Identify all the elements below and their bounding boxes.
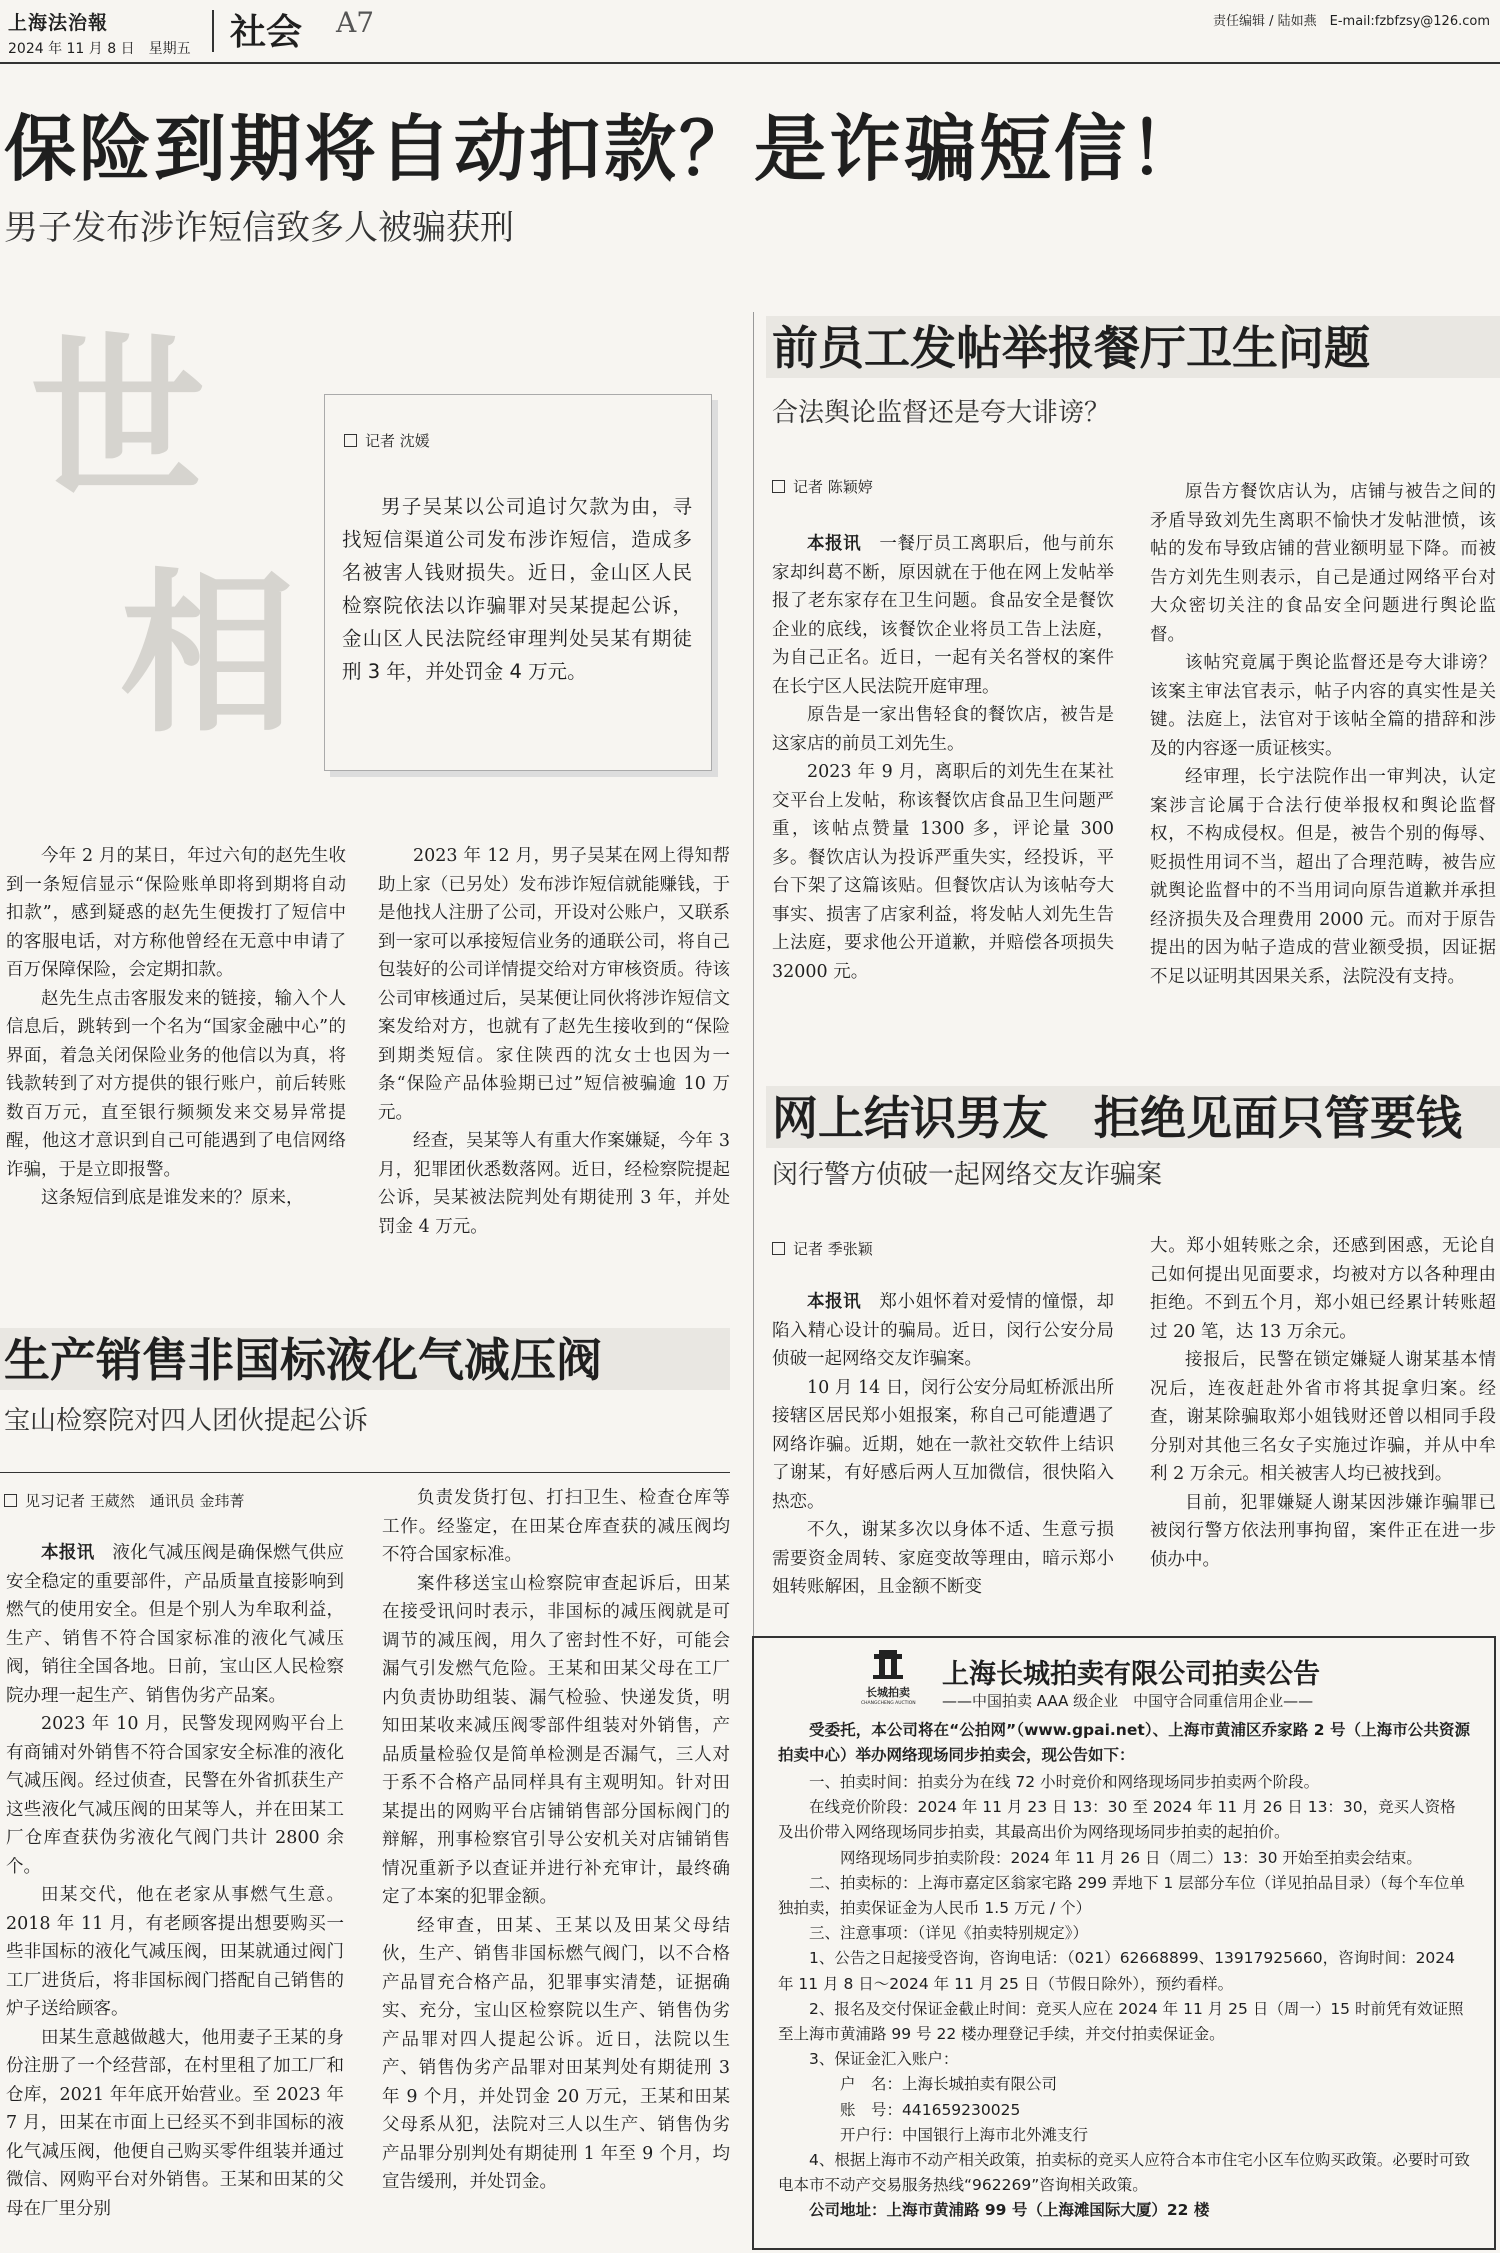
gas-col-1: 本报讯 液化气减压阀是确保燃气供应安全稳定的重要部件，产品质量直接影响到燃气的使用安全。但是个别人为牟取利益，生产、销售不符合国家标准的液化气减压阀，销往全国各地。日前，宝山区人民检察院办理一起生产、销售伪劣产品案。 2023 年 10 月，民警发现网购平台上有商铺对外销售不符合国家安全标准的液化气减压阀。经过侦查，民警在外省抓获生产这些液化气减压阀的田某等人，并在田某工厂仓库查获伪劣液化气阀门共计 2800 余个。 田某交代，他在老家从事燃气生意。2018 年 11 月，有老顾客提出想要购买一些非国标的液化气减压阀，田某就通过阀门工厂进货后，将非国标阀门搭配自己销售的炉子送给顾客。 田某生意越做越大，他用妻子王某的身份注册了一个经营部，在村里租了加工厂和仓库，2021 年年底开始营业。至 2023 年 7 月，田某在市面上已经买不到非国标的液化气减压阀，他便自己购买零件组装并通过微信、网购平台对外销售。王某和田某的父母在厂里分别 (6, 1543, 344, 2219)
gas-col-2: 负责发货打包、打扫卫生、检查仓库等工作。经鉴定，在田某仓库查获的减压阀均不符合国家标准。 案件移送宝山检察院审查起诉后，田某在接受讯问时表示，非国标的减压阀就是可调节的减压阀，用久了密封性不好，可能会漏气引发燃气危险。王某和田某父母在工厂内负责协助组装、漏气检验、快递发货，明知田某收来减压阀零部件组装对外销售，产品质量检验仅是简单检测是否漏气，三人对于系不合格产品同样具有主观明知。针对田某提出的网购平台店铺销售部分国标阀门的辩解，刑事检察官引导公安机关对店铺销售情况重新予以查证并进行补充审计，最终确定了本案的犯罪金额。 经审查，田某、王某以及田某父母结伙，生产、销售非国标燃气阀门，以不合格产品冒充合格产品，犯罪事实清楚，证据确实、充分，宝山区检察院以生产、销售伪劣产品罪对四人提起公诉。近日，法院以生产、销售伪劣产品罪对田某判处有期徒刑 3 年 9 个月，并处罚金 20 万元，王某和田某父母系从犯，法院对三人以生产、销售伪劣产品罪分别判处有期徒刑 1 年至 9 个月，均宣告缓刑，并处罚金。 (382, 1488, 730, 2192)
restaurant-headline: 前员工发帖举报餐厅卫生问题 (772, 321, 1370, 375)
auction-line: 3、保证金汇入账户： (809, 2050, 959, 2069)
masthead: 上海法治報 (8, 12, 109, 34)
dating-headline: 网上结识男友 拒绝见面只管要钱 (772, 1091, 1462, 1145)
top-headline: 保险到期将自动扣款？是诈骗短信！ (4, 106, 1205, 191)
auction-body (778, 1770, 1470, 2224)
auction-title: 上海长城拍卖有限公司拍卖公告 (942, 1659, 1320, 1690)
auction-address: 公司地址：上海市黄浦路 99 号（上海滩国际大厦）22 楼 (809, 2201, 1210, 2220)
auction-line: 二、拍卖标的：上海市嘉定区翁家宅路 299 弄地下 1 层部分车位（详见拍品目录）（每个车位单独拍卖，拍卖保证金为人民币 1.5 万元 / 个） (778, 1873, 1465, 1918)
auction-line: 1、公告之日起接受咨询，咨询电话：（021）62668899、13917925660，咨询时间：2024 年 11 月 8 日～2024 年 11 月 25 日（节假日除外），预约看样。 (778, 1949, 1456, 1993)
auction-logo-text: 长城拍卖 (866, 1686, 910, 1699)
restaurant-subheadline: 合法舆论监督还是夸大诽谤？ (772, 398, 1111, 428)
deco-char-1: 世 (30, 317, 205, 522)
page-number: A7 (336, 6, 375, 39)
issue-date: 2024 年 11 月 8 日 星期五 (8, 41, 191, 57)
auction-line: 网络现场同步拍卖阶段：2024 年 11 月 26 日（周二）13：30 开始至拍卖会结束。 (840, 1848, 1422, 1867)
auction-logo-en: CHANGCHENG AUCTION (861, 1700, 916, 1706)
auction-notice (752, 1636, 1496, 2250)
restaurant-col-1: 本报讯 一餐厅员工离职后，他与前东家却纠葛不断，原因就在于他在网上发帖举报了老东家存在卫生问题。食品安全是餐饮企业的底线，该餐饮企业将员工告上法庭，为自己正名。近日，一起有关名誉权的案件在长宁区人民法院开庭审理。 原告是一家出售轻食的餐饮店，被告是这家店的前员工刘先生。 2023 年 9 月，离职后的刘先生在某社交平台上发帖，称该餐饮店食品卫生问题严重，该帖点赞量 1300 多，评论量 300 多。餐饮店认为投诉严重失实，经投诉，平台下架了这篇该贴。但餐饮店认为该帖夸大事实、损害了店家利益，将发帖人刘先生告上法庭，要求他公开道歉，并赔偿各项损失 32000 元。 (772, 534, 1114, 982)
auction-line: 2、报名及交付保证金截止时间：竞买人应在 2024 年 11 月 25 日（周一）15 时前凭有效证照至上海市黄浦路 99 号 22 楼办理登记手续，并交付拍卖保证金。 (778, 1999, 1464, 2044)
dating-subheadline: 闵行警方侦破一起网络交友诈骗案 (772, 1160, 1163, 1190)
top-subheadline: 男子发布涉诈短信致多人被骗获刑 (4, 208, 514, 248)
auction-line: 4、根据上海市不动产相关政策，拍卖标的竞买人应符合本市住宅小区车位购买政策。必要时可致电本市不动产交易服务热线“962269”咨询相关政策。 (778, 2151, 1470, 2195)
auction-intro: 受委托，本公司将在“公拍网”（www.gpai.net）、上海市黄浦区乔家路 2 号（上海市公共资源拍卖中心）举办网络现场同步拍卖会，现公告如下： (778, 1721, 1470, 1765)
gas-headline: 生产销售非国标液化气减压阀 (4, 1333, 602, 1387)
byline-box-icon (772, 480, 785, 493)
top-byline: 记者 沈媛 (344, 430, 430, 451)
gas-byline: 见习记者 王葳然 通讯员 金玮菁 (4, 1490, 245, 1511)
gas-rule (0, 1472, 730, 1473)
section-name: 社会 (230, 11, 303, 53)
top-col-2: 2023 年 12 月，男子吴某在网上得知帮助上家（已另处）发布涉诈短信就能赚钱，于是他找人注册了公司，开设对公账户，又联系到一家可以承接短信业务的通联公司，将自己包装好的公司详情提交给对方审核资质。待该公司审核通过后，吴某便让同伙将涉诈短信文案发给对方，也就有了赵先生接收到的“保险到期类短信。家住陕西的沈女士也因为一条“保险产品体验期已过”短信被骗逾 10 万元。 经查，吴某等人有重大作案嫌疑，今年 3 月，犯罪团伙悉数落网。近日，经检察院提起公诉，吴某被法院判处有期徒刑 3 年，并处罚金 4 万元。 (378, 846, 730, 1237)
header-divider (212, 10, 214, 52)
auction-line: 户 名：上海长城拍卖有限公司 (840, 2075, 1058, 2094)
byline-box-icon (772, 1242, 785, 1255)
byline-box-icon (4, 1494, 17, 1507)
dating-byline: 记者 季张颖 (772, 1238, 873, 1259)
auction-line: 一、拍卖时间：拍卖分为在线 72 小时竞价和网络现场同步拍卖两个阶段。 (809, 1773, 1320, 1791)
auction-line: 三、注意事项：（详见《拍卖特别规定》） (809, 1924, 1089, 1943)
editor-line: 责任编辑 / 陆如燕 E-mail:fzbfzsy@126.com (1212, 14, 1490, 29)
auction-line: 账 号：441659230025 (840, 2100, 1021, 2119)
deco-char-2: 相 (120, 552, 295, 757)
auction-logo (858, 1650, 918, 1706)
restaurant-col-2: 原告方餐饮店认为，店铺与被告之间的矛盾导致刘先生离职不愉快才发帖泄愤，该帖的发布导致店铺的营业额明显下降。而被告方刘先生则表示，自己是通过网络平台对大众密切关注的食品安全问题进行舆论监督。 该帖究竟属于舆论监督还是夸大诽谤？该案主审法官表示，帖子内容的真实性是关键。法庭上，法官对于该帖全篇的措辞和涉及的内容逐一质证核实。 经审理，长宁法院作出一审判决，认定案涉言论属于合法行使举报权和舆论监督权，不构成侵权。但是，被告个别的侮辱、贬损性用词不当，超出了合理范畴，被告应就舆论监督中的不当用词向原告道歉并承担经济损失及合理费用 2000 元。而对于原告提出的因为帖子造成的营业额受损，因证据不足以证明其因果关系，法院没有支持。 (1150, 482, 1496, 987)
gas-subheadline: 宝山检察院对四人团伙提起公诉 (4, 1406, 369, 1436)
dating-col-2: 大。郑小姐转账之余，还感到困惑，无论自己如何提出见面要求，均被对方以各种理由拒绝。不到五个月，郑小姐已经累计转账超过 20 笔，达 13 万余元。 接报后，民警在锁定嫌疑人谢某基本情况后，连夜赶赴外省市将其捉拿归案。经查，谢某除骗取郑小姐钱财还曾以相同手段分别对其他三名女子实施过诈骗，并从中牟利 2 万余元。相关被害人均已被找到。 目前，犯罪嫌疑人谢某因涉嫌诈骗罪已被闵行警方依法刑事拘留，案件正在进一步侦办中。 (1150, 1236, 1496, 1570)
auction-logo-icon (871, 1650, 905, 1680)
top-col-1: 今年 2 月的某日，年过六旬的赵先生收到一条短信显示“保险账单即将到期将自动扣款”，感到疑惑的赵先生便拨打了短信中的客服电话，对方称他曾经在无意中申请了百万保障保险，会定期扣款。 赵先生点击客服发来的链接，输入个人信息后，跳转到一个名为“国家金融中心”的界面，着急关闭保险业务的他信以为真，将钱款转到了对方提供的银行账户，前后转账数百万元，直至银行频频发来交易异常提醒，他这才意识到自己可能遇到了电信网络诈骗，于是立即报警。 这条短信到底是谁发来的？原来， (6, 846, 346, 1208)
auction-line: 开户行：中国银行上海市北外滩支行 (840, 2125, 1089, 2144)
auction-subtitle: ——中国拍卖 AAA 级企业 中国守合同重信用企业—— (942, 1692, 1314, 1710)
header-rule (0, 62, 1500, 64)
restaurant-byline: 记者 陈颖婷 (772, 476, 873, 497)
auction-line: 在线竞价阶段：2024 年 11 月 23 日 13：30 至 2024 年 11 月 26 日 13：30，竞买人资格及出价带入网络现场同步拍卖，其最高出价为网络现场同步拍卖的起拍价。 (778, 1798, 1456, 1842)
byline-box-icon (344, 434, 357, 447)
top-summary: 男子吴某以公司追讨欠款为由，寻找短信渠道公司发布涉诈短信，造成多名被害人钱财损失。近日，金山区人民检察院依法以诈骗罪对吴某提起公诉，金山区人民法院经审理判处吴某有期徒刑 3 年，并处罚金 4 万元。 (342, 495, 692, 683)
dating-col-1: 本报讯 郑小姐怀着对爱情的憧憬，却陷入精心设计的骗局。近日，闵行公安分局侦破一起网络交友诈骗案。 10 月 14 日，闵行公安分局虹桥派出所接辖区居民郑小姐报案，称自己可能遭遇了网络诈骗。近期，她在一款社交软件上结识了谢某，有好感后两人互加微信，很快陷入热恋。 不久，谢某多次以身体不适、生意亏损需要资金周转、家庭变故等理由，暗示郑小姐转账解困，且金额不断变 (772, 1292, 1114, 1597)
